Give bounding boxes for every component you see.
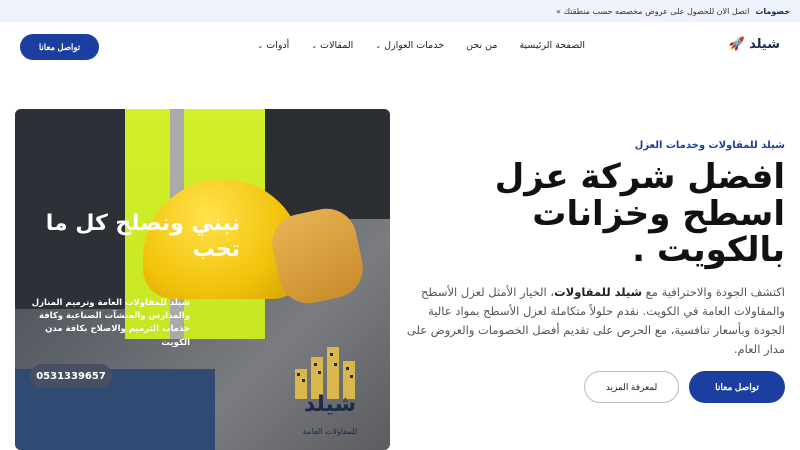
nav-item-label: الصفحة الرئيسية [519, 40, 585, 51]
company-logo-name: شيلد [303, 392, 357, 417]
nav-item-about[interactable] [466, 40, 497, 51]
nav-item-label: المقالات [320, 40, 354, 51]
nav-item-insulation-services[interactable] [375, 40, 444, 51]
nav-item-tools[interactable] [257, 40, 289, 51]
hero-description-suffix: ، الخيار الأمثل لعزل الأسطح والمقاولات العامة في الكويت. نقدم حلولاً متكاملة لعزل الأسطح بمواد عالية الجودة وبأسعار تنافسية، مع الحرص على تقديم أفضل الخصومات والعروض على مدار العام. [406, 285, 785, 357]
hero-title: افضل شركة عزل اسطح وخزانات بالكويت . [494, 157, 785, 271]
hero-description-prefix: اكتشف الجودة والاحترافية مع [642, 285, 785, 300]
nav-item-home[interactable] [519, 40, 585, 51]
hero-description-brand: شيلد للمقاولات [554, 285, 643, 300]
hero-content [405, 140, 785, 359]
nav-item-label: من نحن [466, 40, 498, 51]
company-logo-icon [285, 339, 375, 399]
nav-menu [257, 40, 585, 51]
promo-link[interactable]: اتصل الان للحصول على عروض مخصصه حسب منطقتك » [556, 6, 750, 16]
brand-logo[interactable] [729, 37, 780, 52]
nav-item-label: خدمات العوازل [384, 40, 445, 51]
image-description: شيلد للمقاولات العامة وترميم المنازل والمدارس والمنشآت الصناعية وكافة خدمات الترميم والاصلاح بكافة مدن الكويت [31, 298, 190, 348]
chevron-down-icon: ⌄ [375, 42, 382, 50]
hero-contact-button[interactable]: تواصل معانا [689, 371, 785, 403]
rocket-icon: 🚀 [728, 37, 746, 52]
learn-more-button[interactable]: لمعرفة المزيد [584, 371, 679, 403]
company-logo-tagline: للمقاولات العامة [302, 427, 358, 436]
image-headline: نبني ونصلح كل ما تحب [45, 211, 240, 263]
promo-tag: خصومات [755, 6, 790, 16]
hero-image [15, 109, 390, 450]
hero-eyebrow: شيلد للمقاولات وخدمات العزل [634, 140, 785, 151]
nav-item-articles[interactable] [311, 40, 353, 51]
nav-item-label: أدوات [266, 40, 290, 51]
chevron-down-icon: ⌄ [257, 42, 264, 50]
phone-badge: 0531339657 [30, 364, 112, 388]
worker-shoulder-shape [265, 109, 390, 219]
promo-bar [0, 0, 800, 22]
worker-arm-shape [15, 109, 135, 309]
chevron-down-icon: ⌄ [311, 42, 318, 50]
navbar [0, 22, 800, 72]
contact-button[interactable]: تواصل معانا [20, 34, 99, 60]
hero-description [405, 283, 785, 359]
brand-name: شيلد [749, 37, 780, 52]
